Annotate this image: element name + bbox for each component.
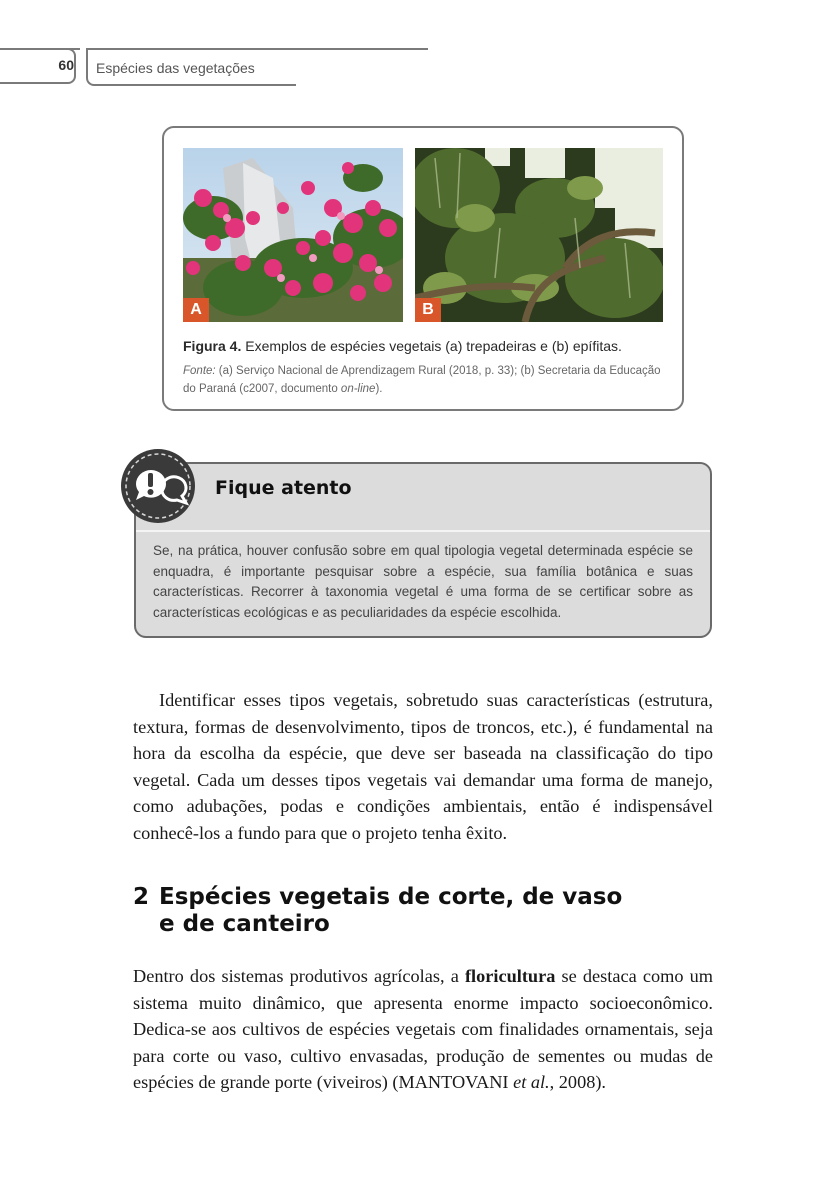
section-title-line-1: Espécies vegetais de corte, de vaso <box>159 884 623 910</box>
body-paragraph-1: Identificar esses tipos vegetais, sobretudo suas características (estrutura, textura, formas de desenvolvimento, tipos de troncos, etc.), é fundamental na hora da escolha da espécie, que deve ser baseada na classificação do tipo vegetal. Cada um desses tipos vegetais vai demandar uma forma de manejo, como adubações, podas e condições ambientais, então é indispensável conhecê-los a fundo para que o projeto tenha êxito. <box>133 690 713 843</box>
section-number: 2 <box>133 884 150 910</box>
photo-a-tag: A <box>183 298 209 322</box>
figure-source-end: ). <box>375 383 383 395</box>
figure-caption-label: Figura 4. <box>183 338 242 354</box>
page-number: 60 <box>58 57 74 73</box>
section-title-line-2: e de canteiro <box>159 911 330 937</box>
photo-a-image <box>183 148 403 322</box>
figure-caption <box>183 338 663 354</box>
body-paragraph-2 <box>133 963 713 1096</box>
paragraph-2-bold: floricultura <box>464 966 556 986</box>
attention-divider <box>136 530 710 532</box>
figure-source-italic: on-line <box>340 383 376 395</box>
paragraph-2-end: , 2008). <box>549 1072 607 1092</box>
figure-caption-text: Exemplos de espécies vegetais (a) trepadeiras e (b) epífitas. <box>241 338 622 354</box>
photo-b-tag: B <box>415 298 441 322</box>
photo-climbing-plant <box>183 148 403 322</box>
photo-b-image <box>415 148 663 322</box>
attention-title: Fique atento <box>215 477 352 499</box>
figure-source-label: Fonte: <box>183 365 216 377</box>
figure-source <box>183 362 668 398</box>
exclamation-speech-icon <box>120 448 196 524</box>
photo-epiphyte-plant <box>415 148 663 322</box>
paragraph-2-start: Dentro dos sistemas produtivos agrícolas, a <box>133 966 465 986</box>
paragraph-2-italic: et al. <box>513 1072 550 1092</box>
paragraph-2-mid: se destaca como um sistema muito dinâmico, que apresenta enorme impacto socioeconômico. Dedica-se aos cultivos de espécies vegetais com finalidades ornamentais, seja para corte ou vaso, cultivo envasadas, produção de sementes ou mudas de espécies de grande porte (viveiros) (MANTOVANI <box>133 966 713 1092</box>
chapter-title: Espécies das vegetações <box>96 60 255 76</box>
figure-source-text: (a) Serviço Nacional de Aprendizagem Rural (2018, p. 33); (b) Secretaria da Educação do Paraná (c2007, documento <box>183 365 661 395</box>
attention-text: Se, na prática, houver confusão sobre em qual tipologia vegetal determinada espécie se enquadra, é importante pesquisar sobre a espécie, sua família botânica e suas características. Recorrer à taxonomia vegetal é uma forma de se certificar sobre as características ecológicas e as peculiaridades da espécie escolhida. <box>153 543 693 620</box>
section-heading <box>133 884 622 938</box>
